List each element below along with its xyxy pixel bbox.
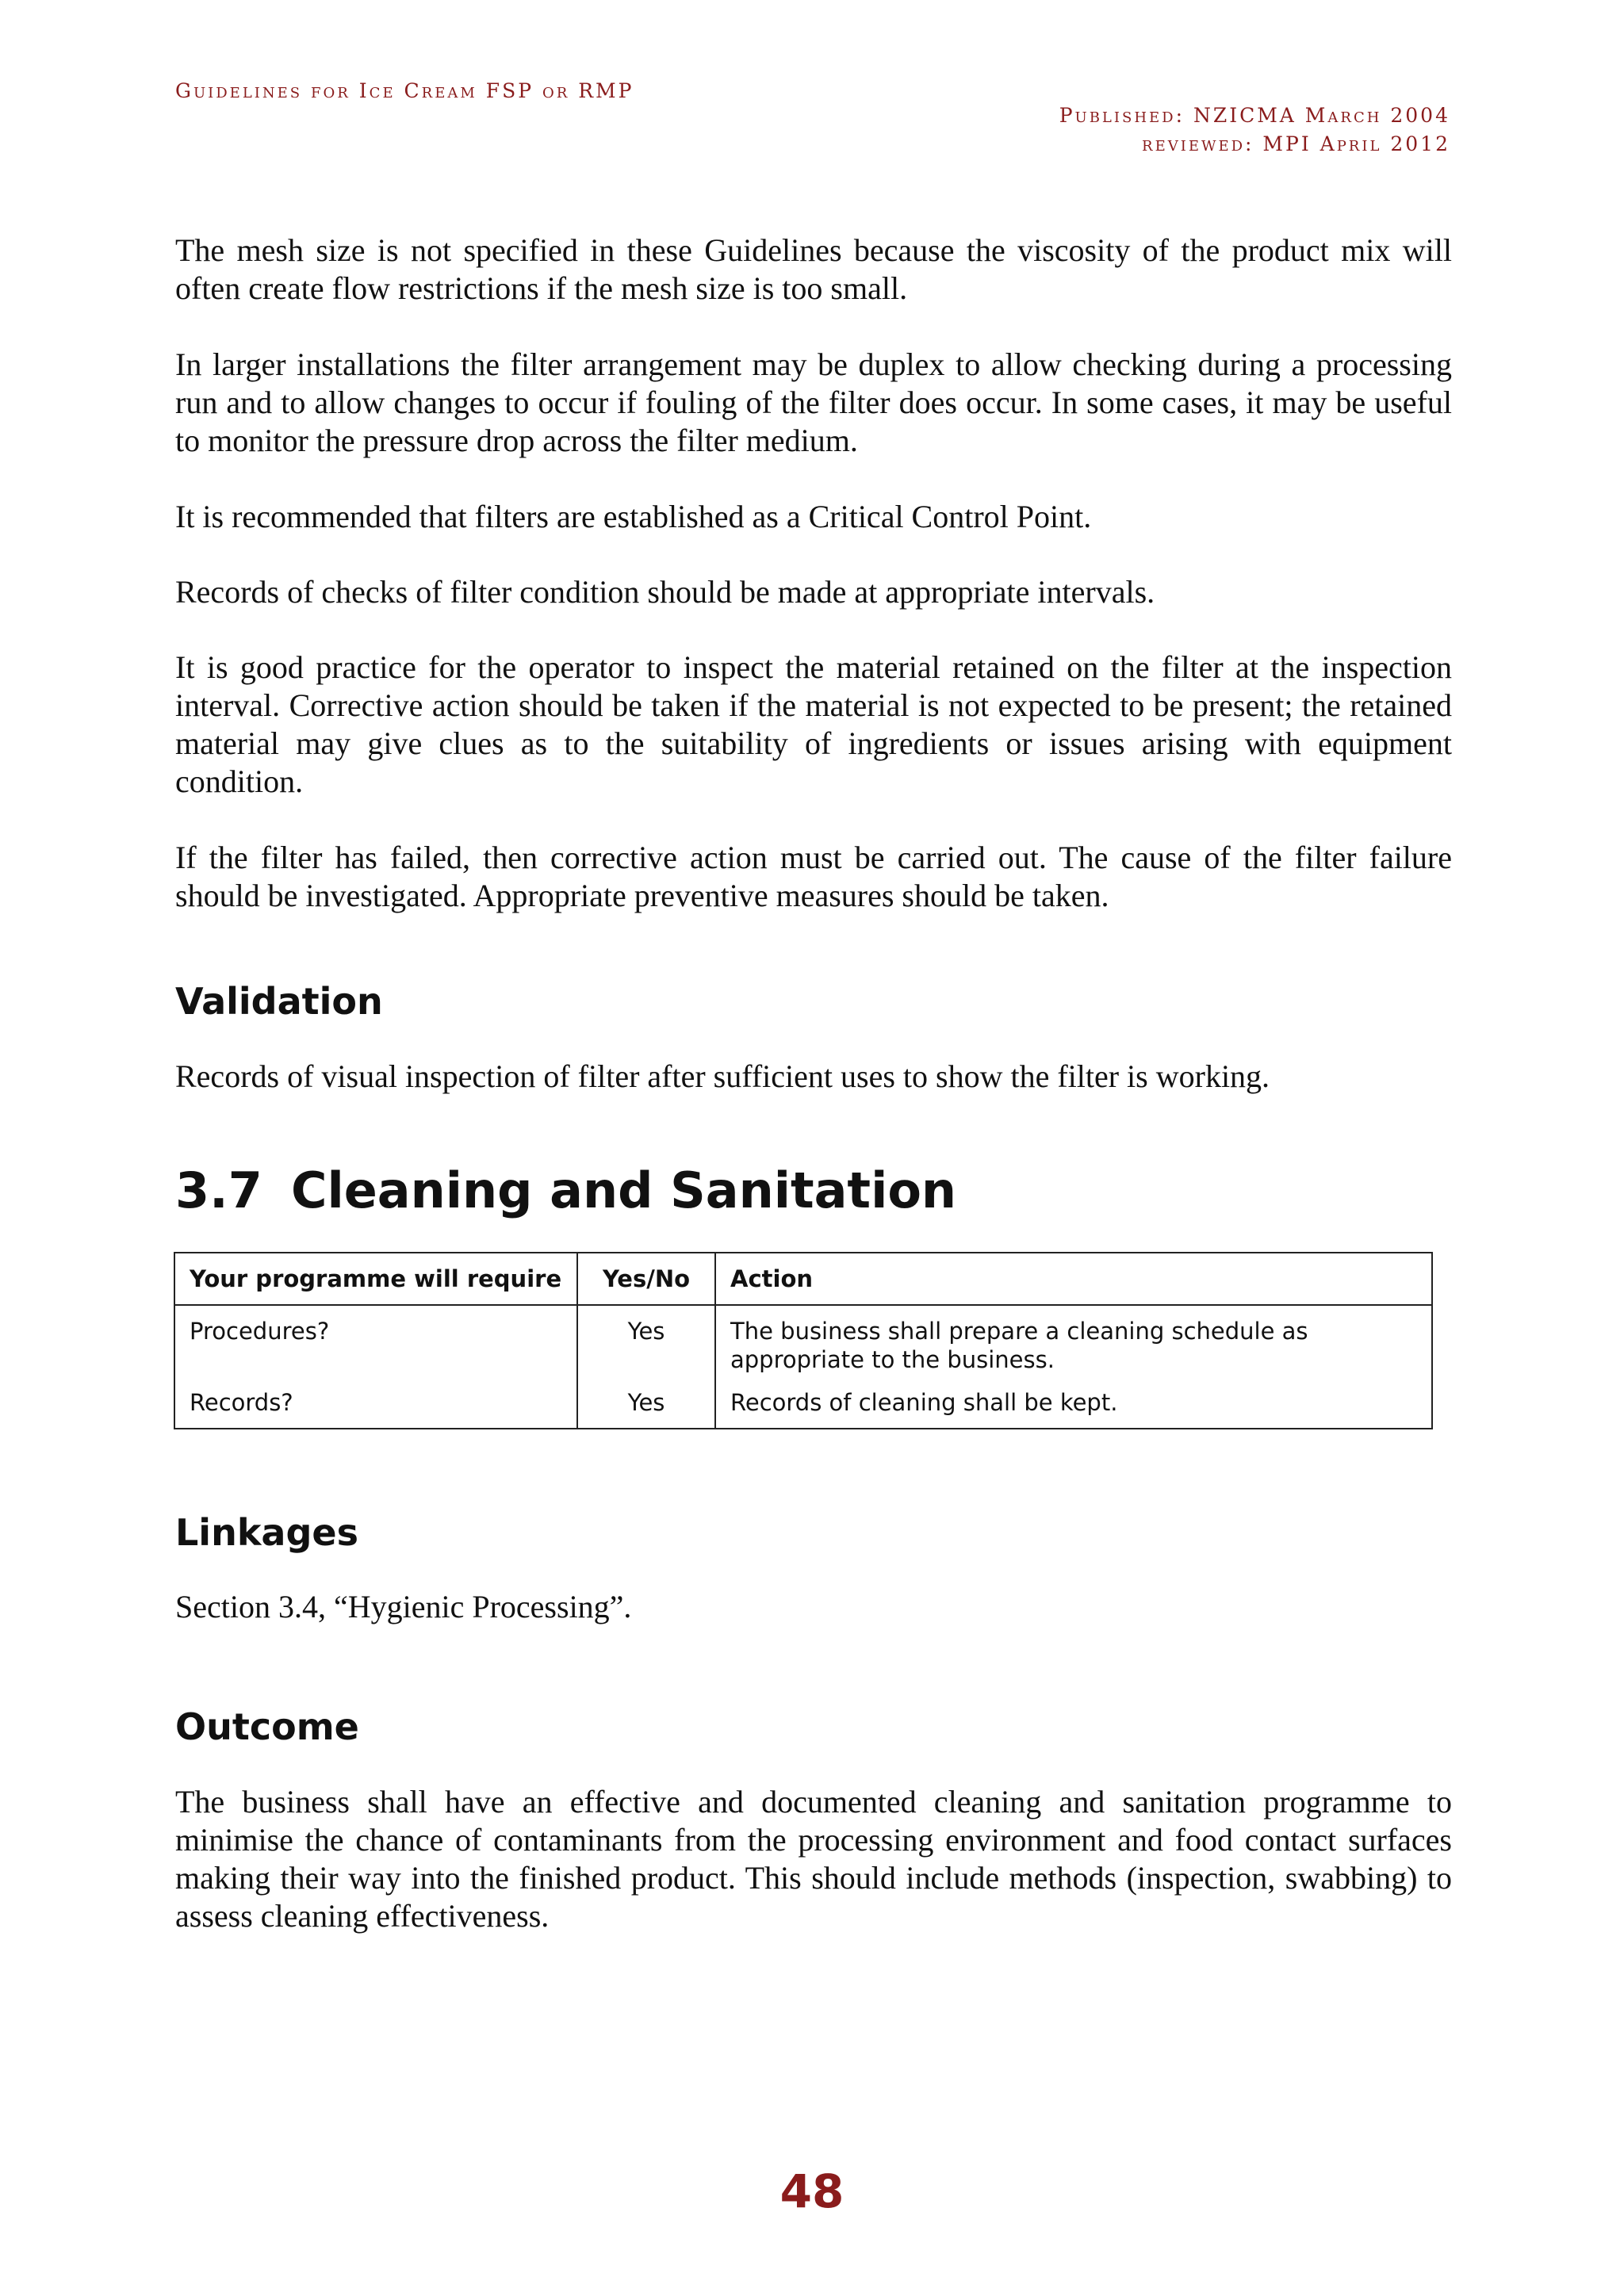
table-header-action: Action bbox=[715, 1253, 1432, 1305]
linkages-heading: Linkages bbox=[175, 1511, 358, 1554]
paragraph-duplex-filter: In larger installations the filter arrangement may be duplex to allow checking during a processing run and to allow changes to occur if fouling of the filter does occur. In some cases, it may be useful to monitor the pressure drop across the filter medium. bbox=[175, 346, 1452, 458]
paragraph-filter-records: Records of checks of filter condition should be made at appropriate intervals. bbox=[175, 574, 1155, 610]
table-row bbox=[174, 1385, 1432, 1429]
table-cell-action: Records of cleaning shall be kept. bbox=[715, 1385, 1432, 1429]
linkages-text: Section 3.4, “Hygienic Processing”. bbox=[175, 1589, 632, 1624]
table-header-yes-no: Yes/No bbox=[577, 1253, 715, 1305]
table-cell-action: The business shall prepare a cleaning schedule as appropriate to the business. bbox=[715, 1305, 1432, 1385]
page-number: 48 bbox=[779, 2164, 845, 2218]
section-title: Cleaning and Sanitation bbox=[291, 1161, 957, 1219]
paragraph-filter-failure: If the filter has failed, then corrective action must be carried out. The cause of the filter failure should be investigated. Appropriate preventive measures should be taken. bbox=[175, 840, 1452, 913]
table-cell-requirement: Procedures? bbox=[174, 1305, 577, 1385]
outcome-heading: Outcome bbox=[175, 1705, 359, 1748]
paragraph-critical-control-point: It is recommended that filters are established as a Critical Control Point. bbox=[175, 499, 1092, 534]
table-header-row bbox=[174, 1253, 1432, 1305]
reviewed-line: reviewed: MPI April 2012 bbox=[1142, 132, 1450, 155]
requirements-table bbox=[174, 1252, 1433, 1429]
table-cell-yes-no: Yes bbox=[577, 1305, 715, 1385]
outcome-text: The business shall have an effective and documented cleaning and sanitation programme to minimise the chance of contaminants from the processing environment and food contact surfaces making their way into the finished product. This should include methods (inspection, swabbing) to assess cleaning effectiveness. bbox=[175, 1784, 1452, 1934]
section-heading bbox=[175, 1161, 956, 1219]
validation-text: Records of visual inspection of filter after sufficient uses to show the filter is working. bbox=[175, 1058, 1270, 1094]
table-cell-requirement: Records? bbox=[174, 1385, 577, 1429]
running-header-title: Guidelines for Ice Cream FSP or RMP bbox=[175, 79, 634, 102]
table-row bbox=[174, 1305, 1432, 1385]
table-header-requirement: Your programme will require bbox=[174, 1253, 577, 1305]
published-line: Published: NZICMA March 2004 bbox=[1059, 104, 1450, 127]
validation-heading: Validation bbox=[175, 980, 383, 1023]
paragraph-mesh-size: The mesh size is not specified in these Guidelines because the viscosity of the product mix will often create flow restrictions if the mesh size is too small. bbox=[175, 232, 1452, 306]
section-number: 3.7 bbox=[175, 1161, 262, 1219]
running-header-publication bbox=[1059, 101, 1450, 159]
paragraph-inspection-practice: It is good practice for the operator to inspect the material retained on the filter at the inspection interval. Corrective action should be taken if the material is not expected to be present; the retained material may give clues as to the suitability of ingredients or issues arising with equipment condition. bbox=[175, 649, 1452, 799]
table-cell-yes-no: Yes bbox=[577, 1385, 715, 1429]
